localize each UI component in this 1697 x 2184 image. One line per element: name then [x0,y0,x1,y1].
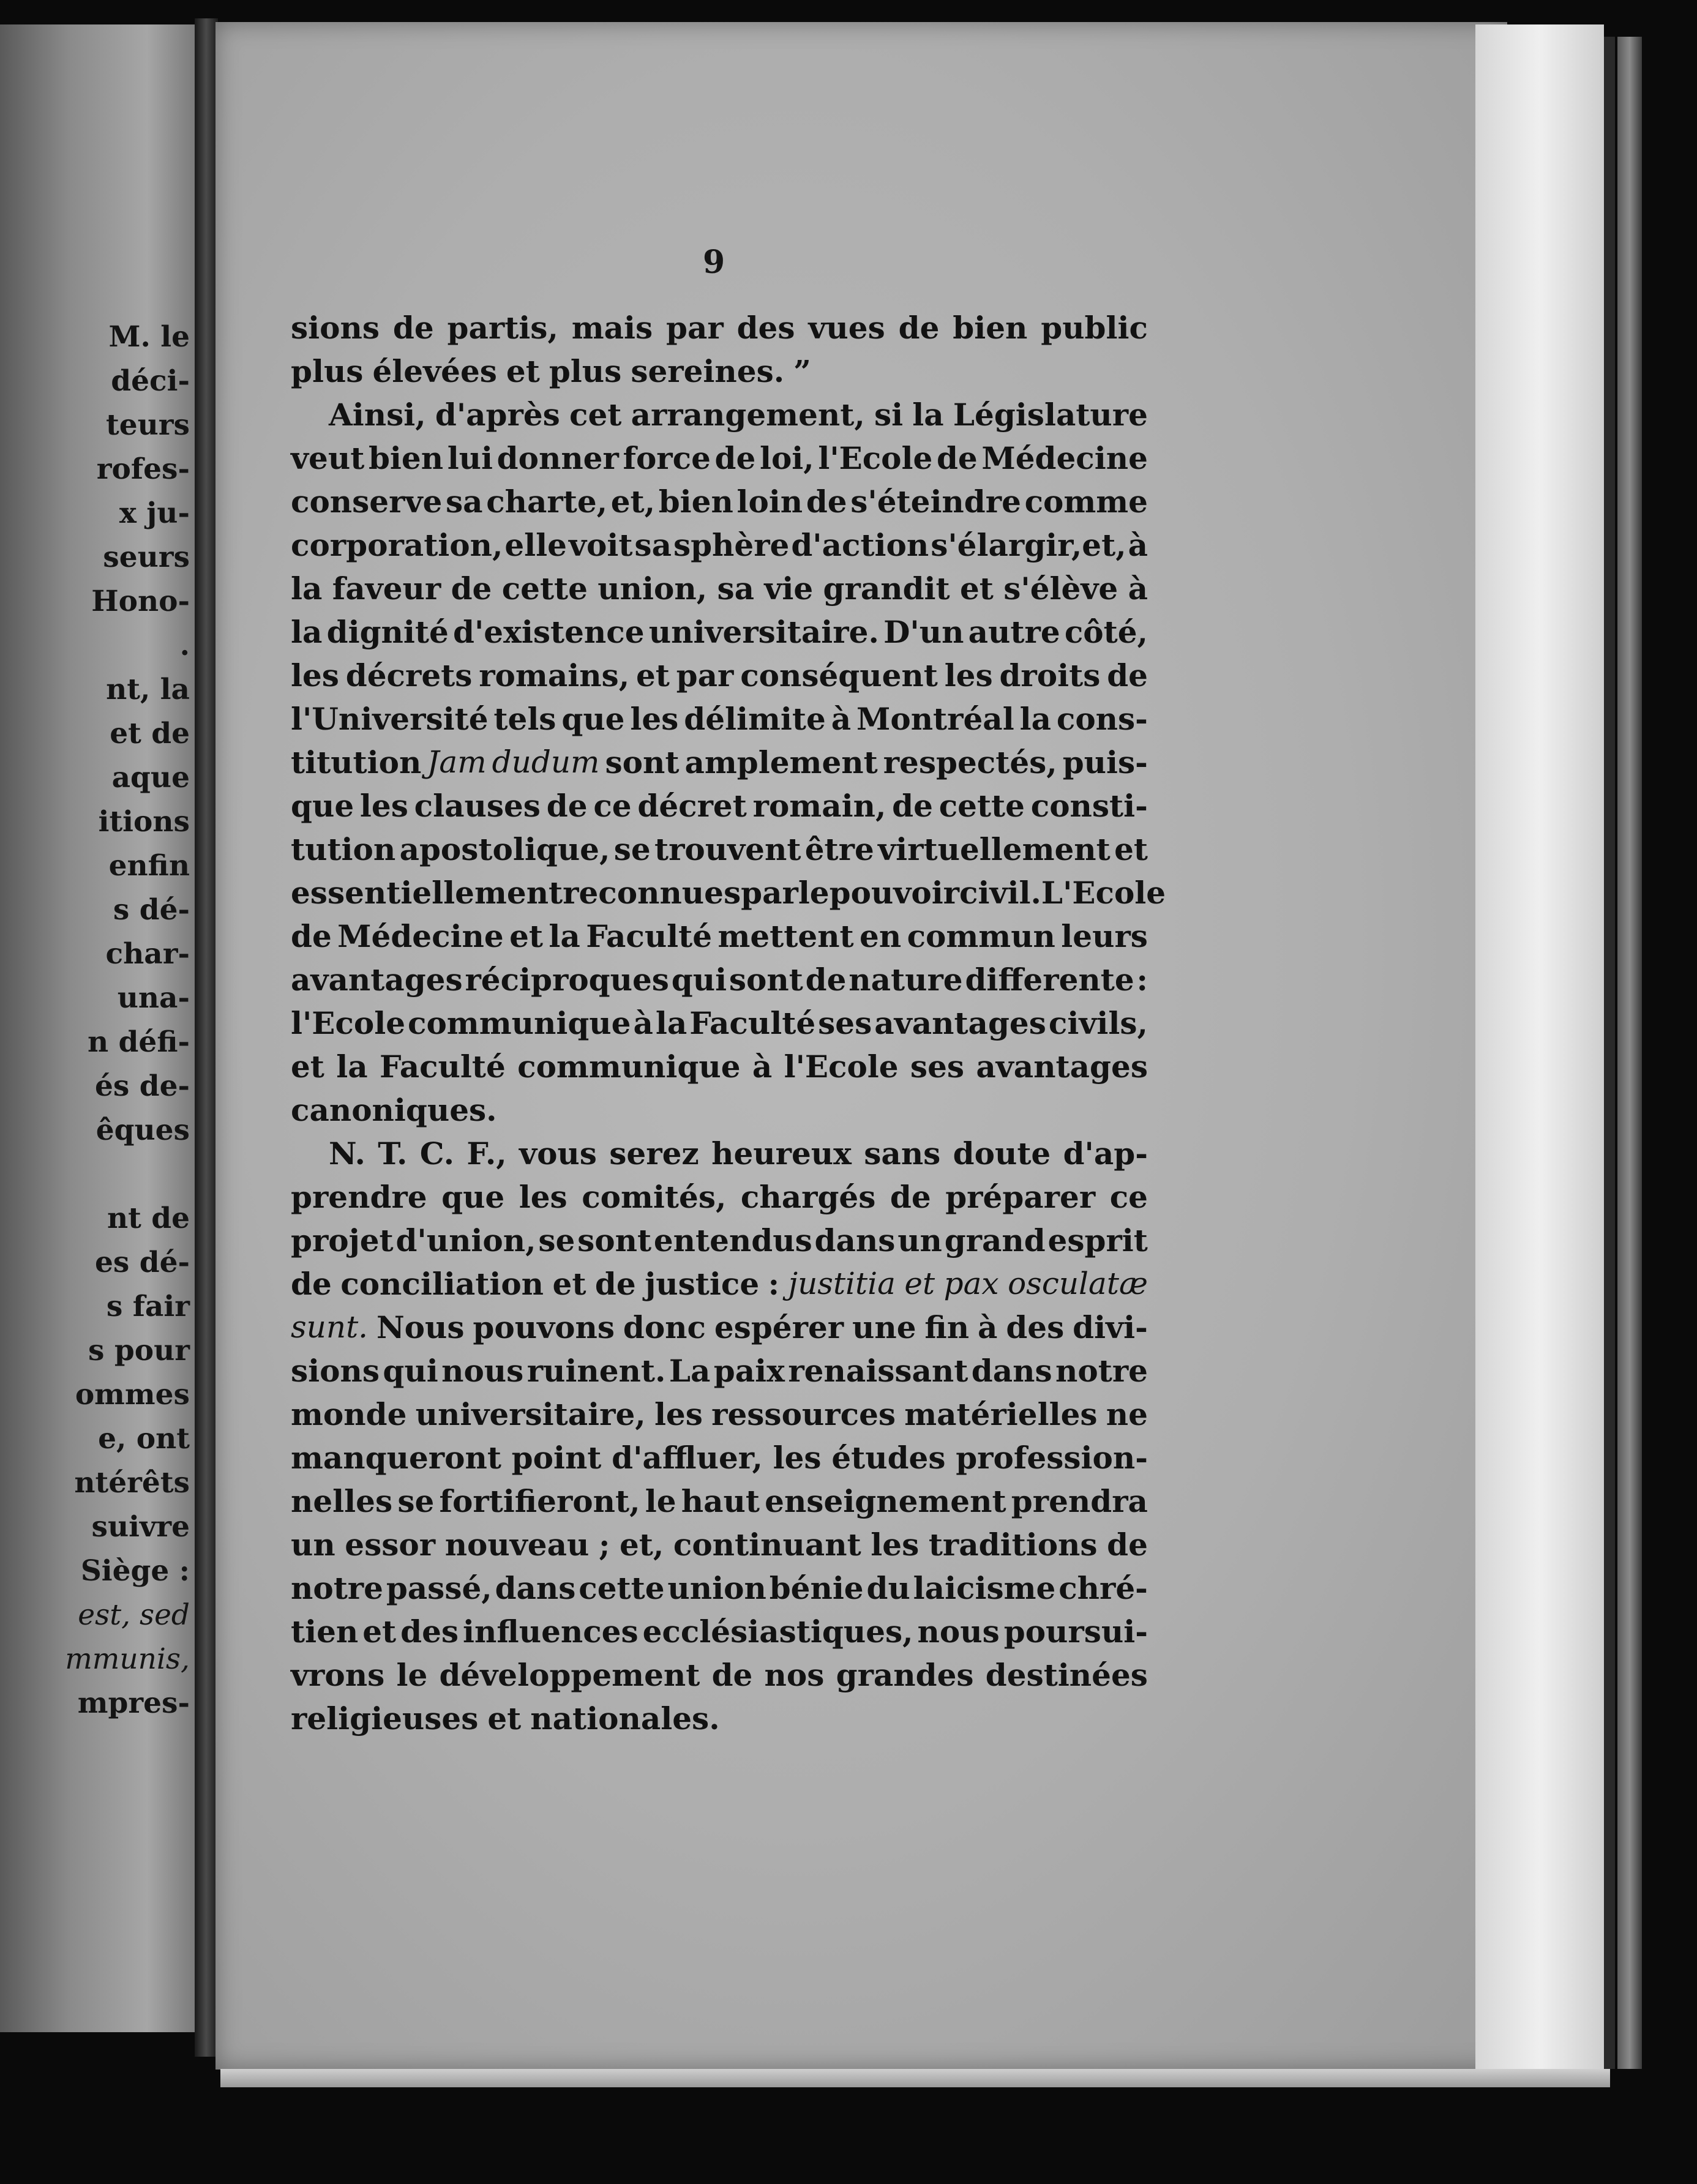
left-page-line: ntérêts [74,1466,190,1500]
left-page-line: es dé- [95,1246,190,1279]
left-page-line: suivre [91,1510,190,1544]
left-page-line: rofes- [96,452,190,486]
text-line: de conciliation et de justice : justitia et pax osculatæ [291,1266,1148,1302]
text-line: manqueront point d'affluer, les études profession- [291,1440,1148,1476]
text-line: de Médecine et la Faculté mettent en commun leurs [291,918,1148,954]
text-line: tien et des influences ecclésiastiques, nous poursui- [291,1614,1148,1650]
text-line: sions qui nous ruinent. La paix renaissant dans notre [291,1353,1148,1389]
left-page-line: x ju- [119,496,190,530]
text-line: notre passé, dans cette union bénie du laicisme chré- [291,1570,1148,1606]
left-page-line: seurs [103,540,190,574]
page-edge-right [1475,24,1604,2069]
text-line: un essor nouveau ; et, continuant les traditions de [291,1527,1148,1563]
left-page-line: itions [98,805,190,839]
text-line: Ainsi, d'après cet arrangement, si la Législature [329,397,1148,433]
left-page-line: ommes [75,1378,190,1412]
left-page-line: . [179,629,190,662]
text-line: monde universitaire, les ressources matérielles ne [291,1396,1148,1432]
left-page-text-column [65,315,190,1726]
text-line: les décrets romains, et par conséquent les droits de [291,657,1148,694]
text-line: religieuses et nationales. [291,1700,720,1737]
left-page-fragment [0,24,196,2032]
left-page-line: teurs [105,408,190,442]
text-line: canoniques. [291,1092,497,1128]
text-line: titution Jam dudum sont amplement respectés, puis- [291,744,1148,780]
left-page-line: mpres- [77,1686,190,1720]
text-line: corporation, elle voit sa sphère d'action s'élargir,et, à [291,527,1148,563]
text-line: projet d'union, se sont entendus dans un grand esprit [291,1222,1148,1258]
left-page-line: Hono- [91,585,190,618]
left-page-line: nt, la [106,673,190,706]
left-page-line: char- [105,937,190,971]
book-cover-edge [1617,37,1642,2069]
left-page-line: n défi- [88,1025,190,1059]
left-page-line: una- [117,981,190,1015]
body-text [291,306,1166,1740]
text-line: veut bien lui donner force de loi, l'Ecole de Médecine [291,440,1148,476]
text-line: plus élevées et plus sereines. ” [291,353,811,389]
text-line: N. T. C. F., vous serez heureux sans doute d'ap- [329,1135,1148,1172]
left-page-line: M. le [108,320,190,354]
left-page-line: mmunis, [65,1642,190,1676]
left-page-line [65,1153,190,1197]
text-line: vrons le développement de nos grandes destinées [291,1657,1148,1693]
page-edge-bottom [220,2069,1610,2087]
text-line: sions de partis, mais par des vues de bien public [291,310,1148,346]
text-line: sunt. Nous pouvons donc espérer une fin à des divi- [291,1309,1148,1345]
left-page-line: s fair [106,1290,190,1323]
text-line: essentiellement reconnues par le pouvoir civil. L'Ecole [291,875,1166,911]
left-page-line: Siège : [80,1554,190,1588]
left-page-line: est, sed [78,1598,190,1632]
left-page-line: êques [96,1113,190,1147]
left-page-line: déci- [111,364,190,398]
text-line: l'Université tels que les délimite à Montréal la cons- [291,701,1148,737]
left-page-line: s pour [88,1334,190,1367]
text-line: nelles se fortifieront, le haut enseignement prendra [291,1483,1148,1519]
text-line: que les clauses de ce décret romain, de cette consti- [291,788,1148,824]
text-line: l'Ecole communique à la Faculté ses avantages civils, [291,1005,1148,1041]
left-page-line: et de [110,717,190,750]
left-page-line: nt de [107,1202,190,1235]
left-page-line: enfin [108,849,190,883]
left-page-line: és de- [95,1069,190,1103]
page-edge-shadow [1604,37,1615,2069]
text-line: la dignité d'existence universitaire. D'un autre côté, [291,614,1148,650]
left-page-line: s dé- [113,893,190,927]
text-line: avantages réciproques qui sont de nature differente : [291,962,1148,998]
text-line: et la Faculté communique à l'Ecole ses avantages [291,1049,1148,1085]
text-line: prendre que les comités, chargés de préparer ce [291,1179,1148,1215]
text-line: tution apostolique, se trouvent être virtuellement et [291,831,1148,867]
left-page-line: e, ont [98,1422,190,1456]
text-line: conserve sa charte, et, bien loin de s'éteindre comme [291,484,1148,520]
left-page-line: aque [111,761,190,795]
page-number: 9 [703,244,725,281]
book-gutter [195,18,218,2057]
text-line: la faveur de cette union, sa vie grandit et s'élève à [291,570,1148,607]
